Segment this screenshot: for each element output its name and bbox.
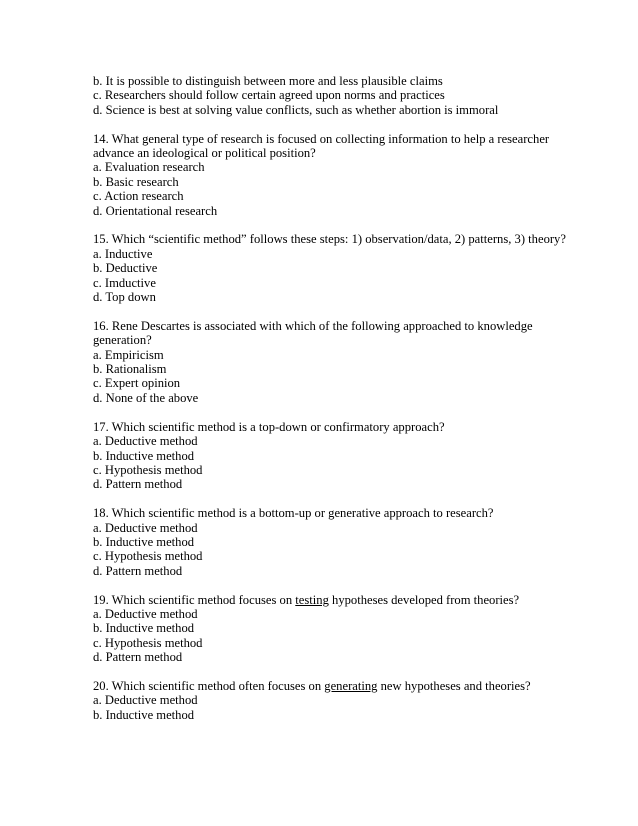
option-c: c. Action research (93, 189, 184, 204)
document-page (93, 74, 593, 737)
question-text-pre: 20. Which scientific method often focuses on (93, 678, 325, 693)
option-d: d. None of the above (93, 390, 199, 405)
option-d: d. Pattern method (93, 563, 183, 578)
option-a: a. Inductive (93, 246, 153, 261)
option-d: d. Top down (93, 290, 156, 305)
option-d: d. Science is best at solving value conflicts, such as whether abortion is immoral (93, 102, 499, 117)
option-a: a. Empiricism (93, 347, 164, 362)
question-text (93, 679, 593, 693)
question-14 (93, 132, 593, 218)
option-b: b. Inductive method (93, 534, 195, 549)
option-b: b. Rationalism (93, 362, 167, 377)
option-c: c. Researchers should follow certain agreed upon norms and practices (93, 88, 445, 103)
question-text-pre: 19. Which scientific method focuses on (93, 592, 296, 607)
option-b: b. Basic research (93, 174, 179, 189)
option-b: b. Inductive method (93, 448, 195, 463)
option-c: c. Expert opinion (93, 376, 181, 391)
question-text: 17. Which scientific method is a top-down or confirmatory approach? (93, 419, 445, 434)
emphasis-testing: testing (295, 592, 329, 607)
option-b: b. Inductive method (93, 707, 195, 722)
option-c: c. Hypothesis method (93, 635, 203, 650)
option-d: d. Orientational research (93, 203, 218, 218)
option-a: a. Deductive method (93, 606, 198, 621)
option-d: d. Pattern method (93, 477, 183, 492)
question-13-options (93, 74, 593, 117)
option-c: c. Imductive (93, 275, 156, 290)
question-text: 15. Which “scientific method” follows these steps: 1) observation/data, 2) patterns, 3) theory? (93, 232, 566, 247)
option-a: a. Deductive method (93, 693, 198, 708)
emphasis-generating: generating (324, 678, 378, 693)
question-text-post: hypotheses developed from theories? (328, 592, 520, 607)
option-d: d. Pattern method (93, 650, 183, 665)
question-16 (93, 319, 593, 405)
question-17 (93, 420, 593, 492)
option-c: c. Hypothesis method (93, 462, 203, 477)
question-text (93, 593, 593, 607)
question-text: 16. Rene Descartes is associated with which of the following approached to knowledge generation? (93, 318, 533, 348)
option-a: a. Evaluation research (93, 160, 205, 175)
option-a: a. Deductive method (93, 520, 198, 535)
question-15 (93, 232, 593, 304)
option-b: b. It is possible to distinguish between more and less plausible claims (93, 74, 443, 88)
option-c: c. Hypothesis method (93, 549, 203, 564)
option-a: a. Deductive method (93, 434, 198, 449)
option-b: b. Inductive method (93, 621, 195, 636)
question-text-post: new hypotheses and theories? (377, 678, 531, 693)
question-text: 18. Which scientific method is a bottom-up or generative approach to research? (93, 506, 494, 521)
question-20 (93, 679, 593, 722)
question-18 (93, 506, 593, 578)
question-text: 14. What general type of research is focused on collecting information to help a researcher advance an ideological or political position? (93, 131, 550, 161)
option-b: b. Deductive (93, 261, 158, 276)
question-19 (93, 593, 593, 665)
